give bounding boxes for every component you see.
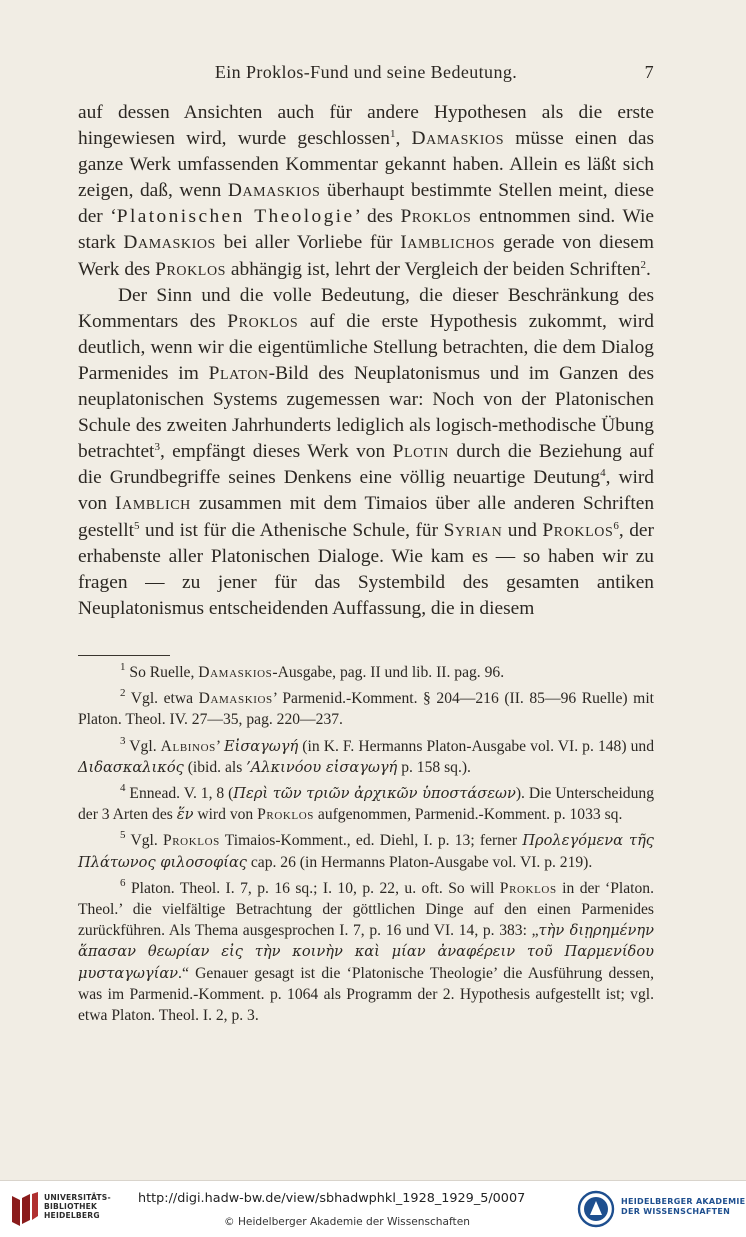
footnote-ref[interactable]: 1 xyxy=(390,128,396,141)
academy-seal-icon[interactable] xyxy=(577,1190,615,1228)
footnote-5: $^5$ Vgl. Proklos Timaios-Komment., ed. Diehl, I. p. 13; ferner Προλεγόμενα τῆς Πλάτωνος φιλοσοφίας cap. 26 (in Hermanns Platon-Ausgabe vol. VI. p. 219). xyxy=(78,829,654,871)
running-title: Ein Proklos-Fund und seine Bedeutung. xyxy=(214,62,518,82)
footnote-4: $^4$ Ennead. V. 1, 8 (Περὶ τῶν τριῶν ἀρχικῶν ὑποστάσεων). Die Unterscheidung der 3 Arten des ἕν wird von Proklos aufgenommen, Parmenid.-Komment. p. 1033 sq. xyxy=(78,782,654,824)
footnote-6: $^6$ Platon. Theol. I. 7, p. 16 sq.; I. 10, p. 22, u. oft. So will Proklos in der ‘Platon. Theol.’ die vielfältige Betrachtung der göttlichen Dinge auf den einen Parmenides zurückführen. Als Thema ausgesprochen I. 7, p. 16 und VI. 14, p. 383: „τὴν διῃρημένην ἅπασαν θεωρίαν εἰς τὴν κοινὴν καὶ μίαν ἀναφέρειν τοῦ Παρμενίδου μυσταγωγίαν.“ Genauer gesagt ist die ‘Platonische Theologie’ die Ausführung dessen, was im Parmenid.-Komment. p. 1064 als Programm der 2. Hypothesis aufgestellt ist; vgl. etwa Platon. Theol. I. 2, p. 3. xyxy=(78,876,654,1025)
footnote-ref[interactable]: 5 xyxy=(134,519,140,532)
viewer-footer xyxy=(0,1180,746,1237)
university-library-name[interactable]: UNIVERSITÄTS- BIBLIOTHEK HEIDELBERG xyxy=(44,1193,111,1220)
footnote-ref[interactable]: 4 xyxy=(600,467,606,480)
footnote-3: $^3$ Vgl. Albinos’ Εἰσαγωγή (in K. F. Hermanns Platon-Ausgabe vol. VI. p. 148) und Διδασκαλικός (ibid. als ’Αλκινόου εἰσαγωγή p. 158 sq.). xyxy=(78,734,654,776)
footnote-rule xyxy=(78,655,170,656)
main-text xyxy=(78,100,654,622)
footnote-ref[interactable]: 6 xyxy=(613,519,619,532)
footnotes xyxy=(78,662,654,1031)
footnote-2: $^2$ Vgl. etwa Damaskios’ Parmenid.-Komment. § 204—216 (II. 85—96 Ruelle) mit Platon. Theol. IV. 27—35, pag. 220—237. xyxy=(78,687,654,729)
footnote-ref[interactable]: 2 xyxy=(640,258,646,271)
footnote-ref[interactable]: 3 xyxy=(154,441,160,454)
copyright-notice: © Heidelberger Akademie der Wissenschaften xyxy=(224,1216,470,1228)
university-library-logo-icon[interactable] xyxy=(8,1190,40,1228)
page-number: 7 xyxy=(644,62,654,82)
academy-name[interactable]: HEIDELBERGER AKADEMIE DER WISSENSCHAFTEN xyxy=(621,1197,746,1216)
permalink-url[interactable]: http://digi.hadw-bw.de/view/sbhadwphkl_1928_1929_5/0007 xyxy=(138,1191,526,1206)
paragraph-2: Der Sinn und die volle Bedeutung, die dieser Beschränkung des Kommentars des Proklos auf die erste Hypothesis zukommt, wird deutlich, wenn wir die eigentümliche Stellung betrachten, die dem Dialog Parmenides im Platon-Bild des Neuplatonismus und im Ganzen des neuplatonischen Systems zugemessen war: Noch von der Platonischen Schule des zweiten Jahrhunderts lediglich als logisch-methodische Übung betrachtet$^3$, empfängt dieses Werk von Plotin durch die Beziehung auf die Grundbegriffe seines Denkens eine völlig neuartige Deutung$^4$, wird von Iamblich zusammen mit dem Timaios über alle anderen Schriften gestellt$^5$ und ist für die Athenische Schule, für Syrian und Proklos$^6$, der erhabenste aller Platonischen Dialoge. Wie kam es — so haben wir zu fragen — zu jener für das Systembild des gesamten antiken Neuplatonismus entscheidenden Auffassung, die in diesem xyxy=(78,284,655,619)
paragraph-1: auf dessen Ansichten auch für andere Hypothesen als die erste hingewiesen wird, wurde geschlossen$^1$, Damaskios müsse einen das ganze Werk umfassenden Kommentar gekannt haben. Allein es läßt sich zeigen, daß, wenn Damaskios überhaupt bestimmte Stellen meint, diese der ‘Platonischen Theologie’ des Proklos entnommen sind. Wie stark Damaskios bei aller Vorliebe für Iamblichos gerade von diesem Werk des Proklos abhängig ist, lehrt der Vergleich der beiden Schriften$^2$. xyxy=(78,102,654,280)
footnote-1: $^1$ So Ruelle, Damaskios-Ausgabe, pag. II und lib. II. pag. 96. xyxy=(120,661,505,681)
